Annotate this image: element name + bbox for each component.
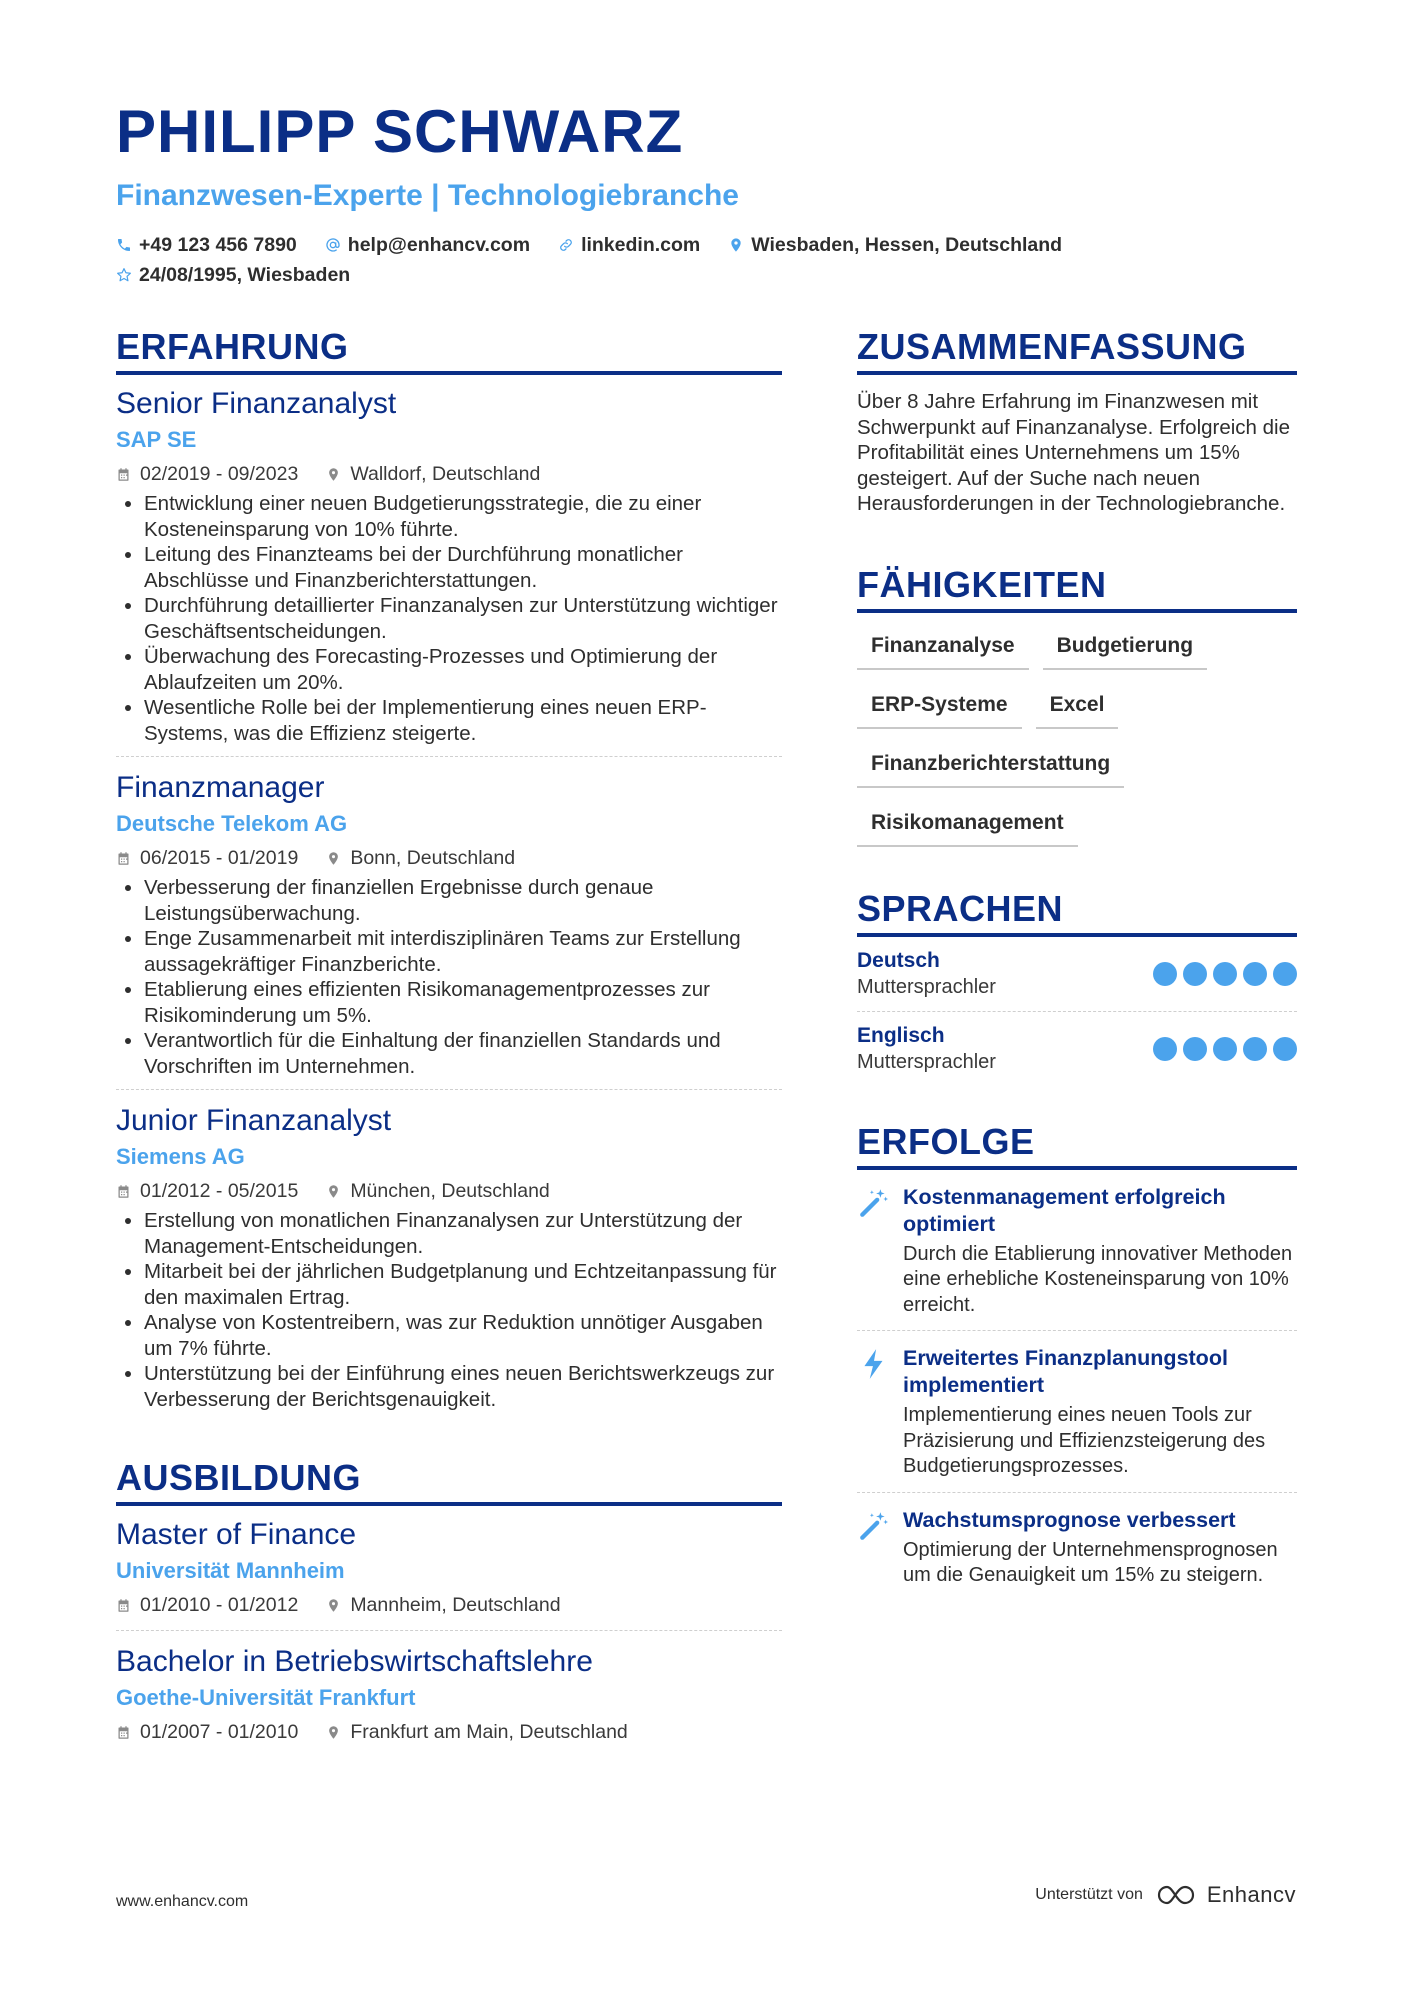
summary-section-title: ZUSAMMENFASSUNG bbox=[857, 325, 1297, 375]
achievement-title: Kostenmanagement erfolgreich optimiert bbox=[903, 1184, 1226, 1236]
at-icon bbox=[325, 237, 341, 253]
job-title: Junior Finanzanalyst bbox=[116, 1104, 392, 1137]
job-title: Finanzmanager bbox=[116, 771, 325, 804]
rating-dot bbox=[1243, 1037, 1267, 1061]
language-rating bbox=[1147, 962, 1297, 986]
languages-section-title: SPRACHEN bbox=[857, 887, 1297, 937]
contact-birth bbox=[116, 264, 350, 287]
contact-email[interactable] bbox=[325, 234, 530, 257]
contact-phone[interactable] bbox=[116, 234, 297, 257]
right-column bbox=[857, 325, 1297, 1601]
powered-by-text: Unterstützt von bbox=[1035, 1886, 1143, 1903]
bullet-item: • Mitarbeit bei der jährlichen Budgetplanung und Echtzeitanpassung für den maximalen Ertrag. bbox=[144, 1259, 782, 1310]
education-location: Mannheim, Deutschland bbox=[350, 1594, 561, 1616]
achievements-section-title: ERFOLGE bbox=[857, 1120, 1297, 1170]
enhancv-logo-icon bbox=[1155, 1882, 1199, 1908]
birth-text: 24/08/1995, Wiesbaden bbox=[139, 263, 351, 286]
rating-dot bbox=[1243, 962, 1267, 986]
job-location: Bonn, Deutschland bbox=[350, 847, 516, 869]
bullet-item: • Etablierung eines effizienten Risikomanagementprozesses zur Risikominderung um 5%. bbox=[144, 977, 782, 1028]
language-level: Muttersprachler bbox=[857, 975, 996, 998]
achievement-title: Erweitertes Finanzplanungstool implementiert bbox=[903, 1346, 1228, 1397]
link-icon bbox=[558, 237, 574, 253]
job-dates: 01/2012 - 05/2015 bbox=[140, 1180, 299, 1202]
education-section-title: AUSBILDUNG bbox=[116, 1456, 782, 1506]
calendar-icon bbox=[116, 467, 131, 482]
phone-icon bbox=[116, 237, 132, 253]
rating-dot bbox=[1213, 962, 1237, 986]
rating-dot bbox=[1153, 962, 1177, 986]
resume-header bbox=[116, 96, 1296, 290]
education-meta bbox=[116, 1717, 782, 1747]
bullet-item: • Entwicklung einer neuen Budgetierungsstrategie, die zu einer Kosteneinsparung von 10% führte. bbox=[144, 491, 782, 542]
candidate-name: PHILIPP SCHWARZ bbox=[116, 98, 684, 165]
bullet-item: • Analyse von Kostentreibern, was zur Reduktion unnötiger Ausgaben um 7% führte. bbox=[144, 1310, 782, 1361]
achievement-item bbox=[857, 1170, 1297, 1331]
education-dates: 01/2007 - 01/2010 bbox=[140, 1721, 299, 1743]
achievement-desc: Durch die Etablierung innovativer Methoden eine erhebliche Kosteneinsparung von 10% erreicht. bbox=[903, 1242, 1293, 1316]
skill-tag: Excel bbox=[1036, 684, 1119, 729]
rating-dot bbox=[1183, 962, 1207, 986]
education-item bbox=[116, 1506, 782, 1620]
bullet-item: • Erstellung von monatlichen Finanzanalysen zur Unterstützung der Management-Entscheidungen. bbox=[144, 1208, 782, 1259]
achievement-desc: Optimierung der Unternehmensprognosen um die Genauigkeit um 15% zu steigern. bbox=[903, 1538, 1278, 1586]
company-name: Deutsche Telekom AG bbox=[116, 811, 348, 836]
education-dates: 01/2010 - 01/2012 bbox=[140, 1594, 299, 1616]
rating-dot bbox=[1273, 1037, 1297, 1061]
bullet-item: • Verantwortlich für die Einhaltung der finanziellen Standards und Vorschriften im Unternehmen. bbox=[144, 1028, 782, 1079]
location-pin-icon bbox=[326, 467, 341, 482]
education-item bbox=[116, 1630, 782, 1747]
location-pin-icon bbox=[326, 1725, 341, 1740]
skills-list bbox=[857, 625, 1297, 861]
bullet-item: • Wesentliche Rolle bei der Implementierung eines neuen ERP-Systems, was die Effizienz steigerte. bbox=[144, 695, 782, 746]
language-level: Muttersprachler bbox=[857, 1050, 996, 1073]
location-text: Wiesbaden, Hessen, Deutschland bbox=[751, 233, 1063, 256]
experience-item bbox=[116, 1089, 782, 1412]
location-pin-icon bbox=[326, 1598, 341, 1613]
experience-item bbox=[116, 375, 782, 746]
company-name: SAP SE bbox=[116, 427, 197, 452]
footer-branding bbox=[1035, 1882, 1296, 1908]
degree-title: Master of Finance bbox=[116, 1518, 357, 1551]
summary-text: Über 8 Jahre Erfahrung im Finanzwesen mit Schwerpunkt auf Finanzanalyse. Erfolgreich die Profitabilität eines Unternehmens um 15% gesteigert. Auf der Suche nach neuen Herausforderungen in der Technologiebranche. bbox=[857, 390, 1291, 515]
skill-tag: Risikomanagement bbox=[857, 802, 1078, 847]
job-bullets bbox=[116, 491, 782, 746]
language-rating bbox=[1147, 1037, 1297, 1061]
bullet-item: • Leitung des Finanzteams bei der Durchführung monatlicher Abschlüsse und Finanzberichterstattungen. bbox=[144, 542, 782, 593]
rating-dot bbox=[1213, 1037, 1237, 1061]
bullet-item: • Enge Zusammenarbeit mit interdisziplinären Teams zur Erstellung aussagekräftiger Finanzberichte. bbox=[144, 926, 782, 977]
skill-tag: Finanzberichterstattung bbox=[857, 743, 1124, 788]
skill-tag: ERP-Systeme bbox=[857, 684, 1022, 729]
bullet-item: • Verbesserung der finanziellen Ergebnisse durch genaue Leistungsüberwachung. bbox=[144, 875, 782, 926]
company-name: Siemens AG bbox=[116, 1144, 245, 1169]
phone-text: +49 123 456 7890 bbox=[139, 233, 297, 256]
brand-name: Enhancv bbox=[1206, 1882, 1296, 1907]
job-title: Senior Finanzanalyst bbox=[116, 387, 397, 420]
star-icon bbox=[116, 267, 132, 283]
achievements-list bbox=[857, 1170, 1297, 1601]
email-text: help@enhancv.com bbox=[347, 233, 531, 256]
bullet-item: • Durchführung detaillierter Finanzanalysen zur Unterstützung wichtiger Geschäftsentscheidungen. bbox=[144, 593, 782, 644]
achievement-item bbox=[857, 1330, 1297, 1492]
location-pin-icon bbox=[326, 851, 341, 866]
job-location: Walldorf, Deutschland bbox=[350, 463, 541, 485]
job-bullets bbox=[116, 875, 782, 1079]
job-meta bbox=[116, 843, 782, 873]
location-pin-icon bbox=[728, 237, 744, 253]
magic-wand-icon bbox=[857, 1186, 891, 1220]
languages-list bbox=[857, 937, 1297, 1086]
skill-tag: Finanzanalyse bbox=[857, 625, 1029, 670]
achievement-item bbox=[857, 1492, 1297, 1601]
experience-item bbox=[116, 756, 782, 1079]
contact-info bbox=[116, 230, 1296, 290]
degree-title: Bachelor in Betriebswirtschaftslehre bbox=[116, 1645, 593, 1678]
job-dates: 02/2019 - 09/2023 bbox=[140, 463, 299, 485]
location-pin-icon bbox=[326, 1184, 341, 1199]
skill-tag: Budgetierung bbox=[1043, 625, 1208, 670]
candidate-subtitle: Finanzwesen-Experte | Technologiebranche bbox=[116, 179, 739, 212]
language-name: Englisch bbox=[857, 1023, 945, 1047]
left-column bbox=[116, 325, 782, 1747]
rating-dot bbox=[1273, 962, 1297, 986]
calendar-icon bbox=[116, 1184, 131, 1199]
language-item bbox=[857, 937, 1297, 1011]
job-meta bbox=[116, 459, 782, 489]
language-item bbox=[857, 1011, 1297, 1086]
rating-dot bbox=[1183, 1037, 1207, 1061]
rating-dot bbox=[1153, 1037, 1177, 1061]
bullet-item: • Überwachung des Forecasting-Prozesses und Optimierung der Ablaufzeiten um 20%. bbox=[144, 644, 782, 695]
school-name: Universität Mannheim bbox=[116, 1558, 345, 1583]
job-meta bbox=[116, 1176, 782, 1206]
job-location: München, Deutschland bbox=[350, 1180, 550, 1202]
calendar-icon bbox=[116, 1725, 131, 1740]
language-name: Deutsch bbox=[857, 948, 940, 972]
achievement-title: Wachstumsprognose verbessert bbox=[903, 1507, 1236, 1532]
experience-section-title: ERFAHRUNG bbox=[116, 325, 782, 375]
bullet-item: • Unterstützung bei der Einführung eines neuen Berichtswerkzeugs zur Verbesserung der Berichtsgenauigkeit. bbox=[144, 1361, 782, 1412]
job-bullets bbox=[116, 1208, 782, 1412]
contact-linkedin[interactable] bbox=[558, 234, 700, 257]
calendar-icon bbox=[116, 1598, 131, 1613]
lightning-bolt-icon bbox=[857, 1347, 891, 1381]
education-meta bbox=[116, 1590, 782, 1620]
contact-location bbox=[728, 234, 1062, 257]
education-location: Frankfurt am Main, Deutschland bbox=[350, 1721, 628, 1743]
calendar-icon bbox=[116, 851, 131, 866]
magic-wand-icon bbox=[857, 1509, 891, 1543]
skills-section-title: FÄHIGKEITEN bbox=[857, 563, 1297, 613]
job-dates: 06/2015 - 01/2019 bbox=[140, 847, 299, 869]
school-name: Goethe-Universität Frankfurt bbox=[116, 1685, 416, 1710]
linkedin-text: linkedin.com bbox=[581, 233, 701, 256]
footer-website[interactable]: www.enhancv.com bbox=[116, 1893, 249, 1910]
achievement-desc: Implementierung eines neuen Tools zur Präzisierung und Effizienzsteigerung des Budgetierungsprozesses. bbox=[903, 1404, 1266, 1477]
